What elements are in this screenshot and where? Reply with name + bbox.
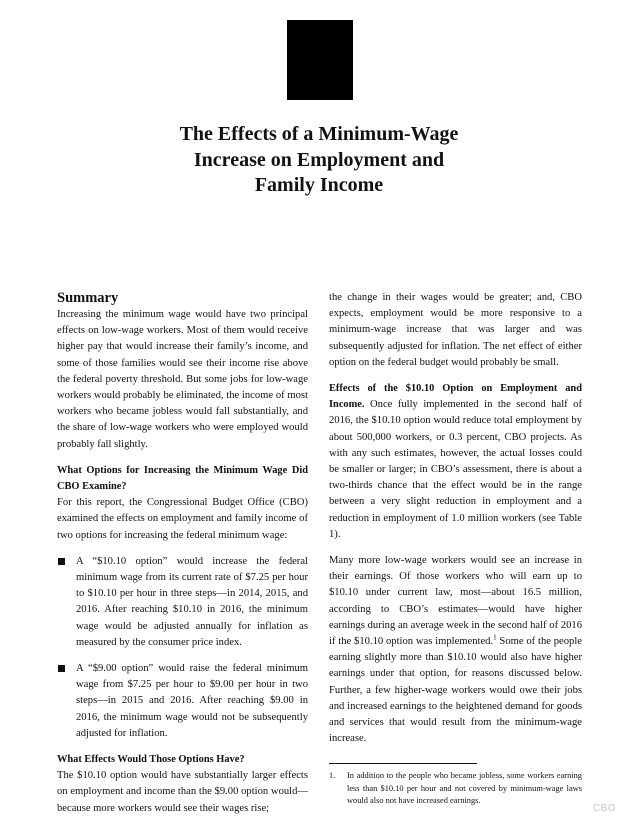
bullet-item-1010 [57, 554, 308, 651]
continuation-paragraph: the change in their wages would be greater; and, CBO expects, employment would be more responsive to a minimum-wage increase that was larger and was subsequently adjusted for inflation. The net effect of either option on the federal budget would probably be small. [329, 292, 582, 368]
effects-1010-heading: Effects of the $10.10 Option on Employment and Income. [329, 383, 582, 411]
options-paragraph: For this report, the Congressional Budget Office (CBO) examined the effects on employment and family income of two options for increasing the federal minimum wage: [57, 497, 308, 541]
effects-paragraph: The $10.10 option would have substantially larger effects on employment and income than the $9.00 option would—because more workers would see their wages rise; [57, 770, 308, 814]
bullet-item-900 [57, 661, 308, 742]
earnings-text-a: Many more low-wage workers would see an increase in their earnings. Of those workers who will earn up to $10.10 under current law, most—about 16.5 million, according to CBO’s estimates—would have higher earnings during an average week in the second half of 2016 if the $10.10 option was implemented. [329, 555, 582, 648]
earnings-text-b: Some of the people earning slightly more than $10.10 would also have higher earnings under that option, for reasons discussed below. Further, a few higher-wage workers would owe their jobs and increased earnings to the heightened demand for goods and services that would result from the minimum-wage increase. [329, 636, 582, 745]
cbo-watermark: CBO [592, 803, 616, 814]
earnings-paragraph [329, 553, 582, 747]
summary-paragraph: Increasing the minimum wage would have two principal effects on low-wage workers. Most of them would receive higher pay that would increase their family’s income, and some of those families would see their income rise above the federal poverty threshold. But some jobs for low-wage workers would probably be eliminated, the income of most workers who became jobless would fall substantially, and the share of low-wage workers who were employed would probably fall slightly. [57, 309, 308, 450]
effects-1010-paragraph [329, 381, 582, 543]
square-bullet-icon [58, 558, 65, 565]
footnote-text: In addition to the people who became jobless, some workers earning less than $10.10 per hour and not covered by minimum-wage laws would also not have increased earnings. [347, 771, 582, 806]
options-heading: What Options for Increasing the Minimum Wage Did CBO Examine? [57, 464, 308, 493]
footnote [329, 770, 582, 808]
summary-heading: Summary [57, 290, 119, 306]
footnote-divider [329, 763, 477, 764]
title-line-1: The Effects of a Minimum-Wage [179, 123, 459, 145]
left-column [57, 290, 308, 817]
title-line-3: Family Income [254, 174, 384, 196]
footnote-number: 1. [329, 771, 336, 781]
bullet-text: A “$9.00 option” would raise the federal minimum wage from $7.25 per hour to $9.00 per hour in two steps—in 2015 and 2016. After reaching $9.00 in 2016, the minimum wage would not be subsequently adjusted for inflation. [76, 663, 308, 739]
effects-heading: What Effects Would Those Options Have? [57, 754, 245, 766]
bullet-text: A “$10.10 option” would increase the federal minimum wage from its current rate of $7.25 per hour to $10.10 per hour in three steps—in 2014, 2015, and 2016. After reaching $10.10 in 2016, the minimum wage would be adjusted annually for inflation as measured by the consumer price index. [76, 555, 308, 648]
right-column [329, 290, 582, 808]
page-title [0, 122, 638, 199]
square-bullet-icon [58, 665, 65, 672]
footnote-ref: 1 [493, 633, 497, 642]
title-line-2: Increase on Employment and [193, 148, 445, 171]
black-header-block [287, 20, 353, 100]
effects-1010-text: Once fully implemented in the second half of 2016, the $10.10 option would reduce total employment by about 500,000 workers, or 0.3 percent, CBO projects. As with any such estimates, however, the actual losses could be smaller or larger; in CBO’s assessment, there is about a two-thirds chance that the effect would be in the range between a very slight reduction in employment and a reduction in employment of 1.0 million workers (see Table 1). [329, 399, 582, 540]
